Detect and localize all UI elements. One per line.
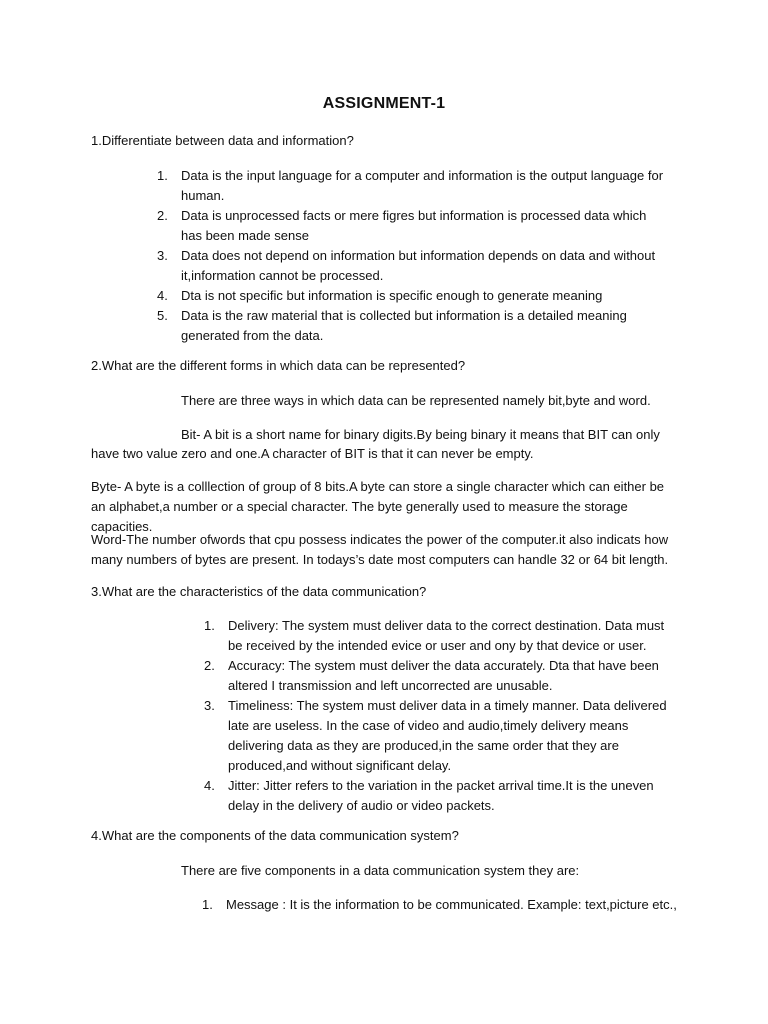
q2-word-paragraph: Word-The number ofwords that cpu possess indicates the power of the computer.it also indicats how many numbers of bytes are present. In todays’s date most computers can handle 32 or 64 bit length. <box>91 532 669 567</box>
list-item: 4. Dta is not specific but information is specific enough to generate meaning <box>157 288 603 303</box>
list-item: 2. Data is unprocessed facts or mere figres but information is processed data which has been made sense <box>157 208 647 243</box>
q1-answer-list <box>157 166 666 346</box>
list-item: 3. Data does not depend on information but information depends on data and without it,information cannot be processed. <box>157 248 656 283</box>
list-item: 4. Jitter: Jitter refers to the variation in the packet arrival time.It is the uneven delay in the delivery of audio or video packets. <box>204 778 654 813</box>
list-item: 1. Message : It is the information to be communicated. Example: text,picture etc., <box>202 897 677 912</box>
list-item: 2. Accuracy: The system must deliver the data accurately. Dta that have been altered I transmission and left uncorrected are unusable. <box>204 658 659 693</box>
assignment-title: ASSIGNMENT-1 <box>322 95 446 112</box>
list-item: 5. Data is the raw material that is collected but information is a detailed meaning generated from the data. <box>157 308 627 343</box>
q2-byte-paragraph: Byte- A byte is a colllection of group of 8 bits.A byte can store a single character which can either be an alphabet,a number or a special character. The byte generally used to measure the storage capacities. <box>91 479 665 534</box>
list-item: 1. Data is the input language for a computer and information is the output language for human. <box>157 168 664 203</box>
q2-intro: There are three ways in which data can be represented namely bit,byte and word. <box>181 393 651 408</box>
q3-answer-list <box>204 616 678 816</box>
q4-answer-list <box>202 895 686 915</box>
question-4: 4.What are the components of the data communication system? <box>91 828 459 843</box>
list-item: 3. Timeliness: The system must deliver data in a timely manner. Data delivered late are useless. In the case of video and audio,timely delivery means delivering data as they are produced,in the same order that they are produced,and without significant delay. <box>204 698 667 773</box>
question-1: 1.Differentiate between data and information? <box>91 133 354 148</box>
question-2: 2.What are the different forms in which data can be represented? <box>91 358 466 373</box>
q4-intro: There are five components in a data communication system they are: <box>181 863 580 878</box>
question-3: 3.What are the characteristics of the data communication? <box>91 584 427 599</box>
q2-bit-continuation: have two value zero and one.A character of BIT is that it can never be empty. <box>91 446 534 461</box>
list-item: 1. Delivery: The system must deliver data to the correct destination. Data must be received by the intended evice or user and ony by that device or user. <box>204 618 665 653</box>
q2-bit-line: Bit- A bit is a short name for binary digits.By being binary it means that BIT can only <box>181 427 660 442</box>
